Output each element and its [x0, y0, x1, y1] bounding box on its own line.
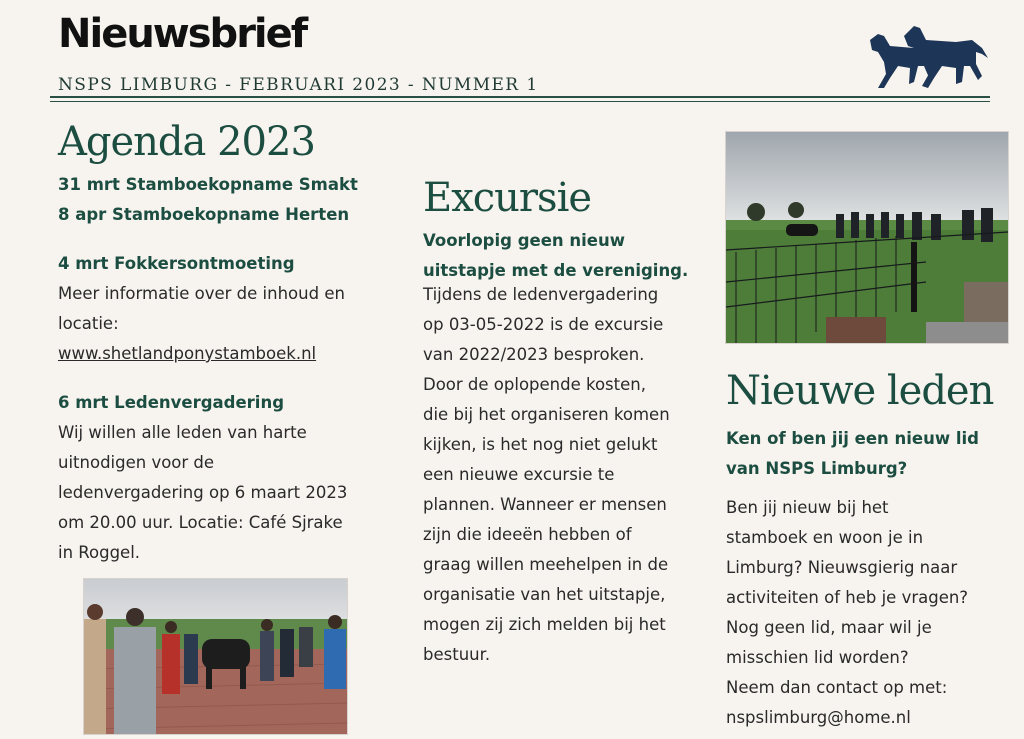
agenda-heading: Agenda 2023 [58, 119, 315, 165]
nieuwe-leden-intro: van NSPS Limburg? [726, 459, 908, 478]
agenda-event-3-text: Meer informatie over de inhoud en [58, 284, 345, 303]
agenda-event-4: 6 mrt Ledenvergadering [58, 393, 285, 412]
excursie-line: mogen zij zich melden bij het [423, 615, 666, 634]
nieuwe-leden-line: Neem dan contact op met: [726, 678, 948, 697]
excursie-line: graag willen meehelpen in de [423, 555, 669, 574]
agenda-event-3: 4 mrt Fokkersontmoeting [58, 254, 295, 273]
excursie-line: kijken, is het nog niet gelukt [423, 435, 658, 454]
excursie-line: plannen. Wanneer er mensen [423, 495, 667, 514]
excursie-intro: uitstapje met de vereniging. [423, 261, 689, 280]
nieuwe-leden-line: stamboek en woon je in [726, 528, 924, 547]
agenda-event-1: 31 mrt Stamboekopname Smakt [58, 175, 358, 194]
header-divider [50, 96, 990, 98]
agenda-event-2: 8 apr Stamboekopname Herten [58, 205, 350, 224]
excursie-line: op 03-05-2022 is de excursie [423, 315, 664, 334]
nieuwe-leden-line: Ben jij nieuw bij het [726, 498, 889, 517]
nieuwe-leden-line: misschien lid worden? [726, 648, 909, 667]
excursie-line: Door de oplopende kosten, [423, 375, 646, 394]
newsletter-title: Nieuwsbrief [58, 11, 307, 57]
excursie-intro: Voorlopig geen nieuw [423, 231, 625, 250]
agenda-event-4-line: uitnodigen voor de [58, 453, 215, 472]
nieuwe-leden-line: Nog geen lid, maar wil je [726, 618, 932, 637]
excursie-line: zijn die ideeën hebben of [423, 525, 632, 544]
agenda-event-4-line: ledenvergadering op 6 maart 2023 [58, 483, 348, 502]
excursie-line: Tijdens de ledenvergadering [423, 285, 659, 304]
nieuwe-leden-intro: Ken of ben jij een nieuw lid [726, 429, 979, 448]
excursie-line: van 2022/2023 besproken. [423, 345, 645, 364]
contact-email-link[interactable]: nspslimburg@home.nl [726, 708, 911, 727]
excursie-line: organisatie van het uitstapje, [423, 585, 666, 604]
two-horses-icon [864, 22, 992, 92]
excursie-line: bestuur. [423, 645, 491, 664]
newsletter-subtitle: NSPS LIMBURG - FEBRUARI 2023 - NUMMER 1 [58, 75, 539, 95]
excursie-line: een nieuwe excursie te [423, 465, 615, 484]
nieuwe-leden-heading: Nieuwe leden [726, 368, 994, 414]
nieuwe-leden-line: activiteiten of heb je vragen? [726, 588, 969, 607]
nieuwe-leden-line: Limburg? Nieuwsgierig naar [726, 558, 958, 577]
excursie-line: die bij het organiseren komen [423, 405, 670, 424]
agenda-event-4-line: om 20.00 uur. Locatie: Café Sjrake [58, 513, 343, 532]
agenda-event-4-line: in Roggel. [58, 543, 141, 562]
excursie-heading: Excursie [423, 175, 592, 221]
agenda-event-3-text: locatie: [58, 314, 119, 333]
stamboek-website-link[interactable]: www.shetlandponystamboek.nl [58, 344, 317, 363]
header-divider-thin [50, 101, 990, 102]
field-photo [725, 131, 1009, 344]
meeting-photo [83, 578, 348, 735]
agenda-event-4-line: Wij willen alle leden van harte [58, 423, 307, 442]
